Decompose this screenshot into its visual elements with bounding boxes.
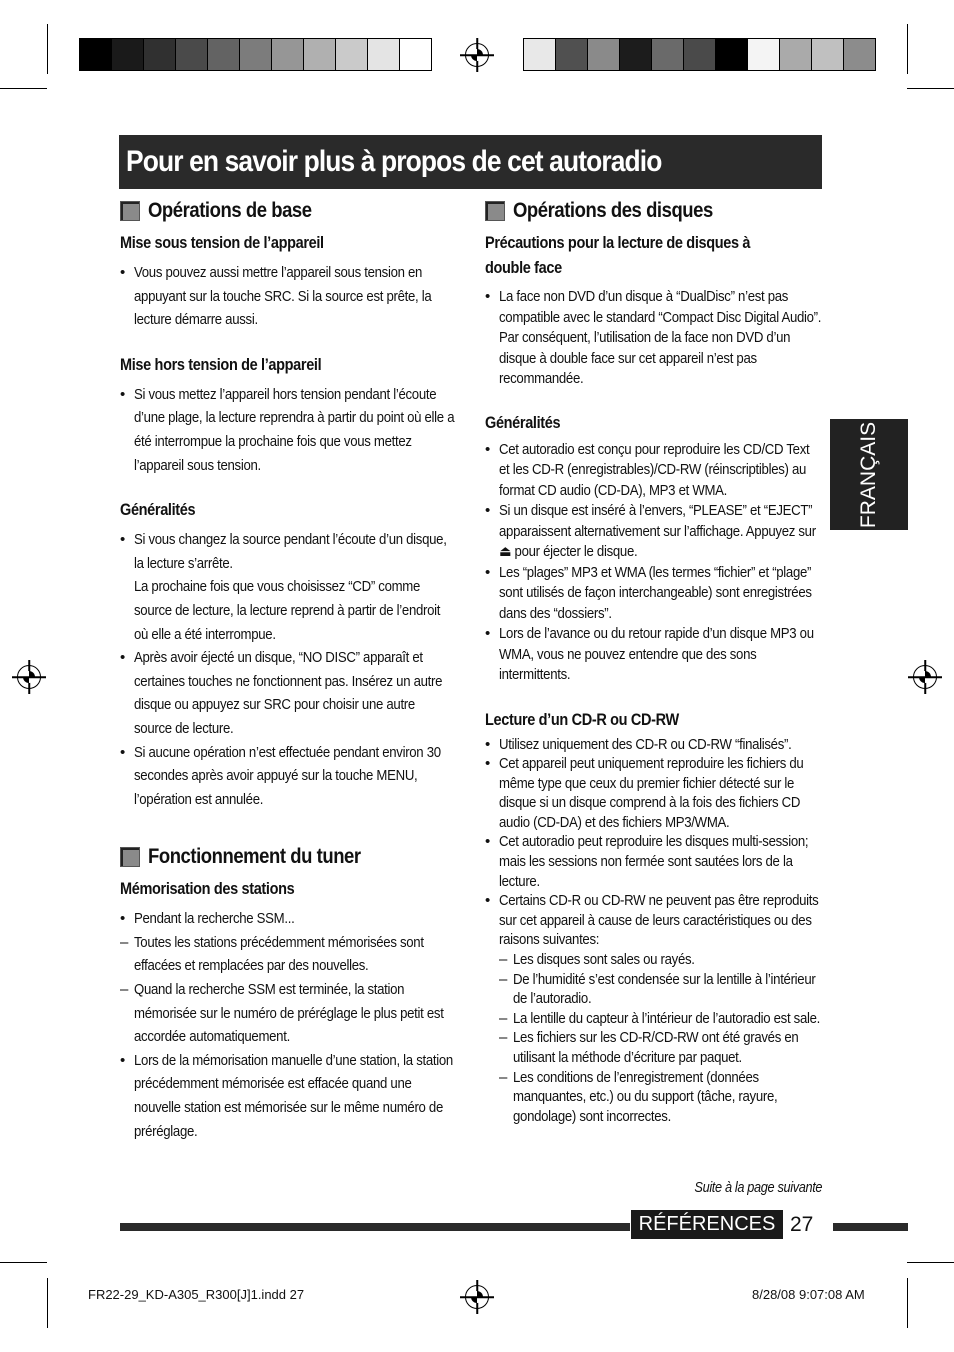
registration-mark-icon — [465, 1285, 489, 1309]
language-tab — [830, 419, 908, 530]
list-item: • Les “plages” MP3 et WMA (les termes “fichier” et “plage” sont utilisés de façon interchangeable) sont enregistrées dans des “dossiers”. — [485, 563, 823, 625]
footer-section-label: RÉFÉRENCES — [631, 1210, 783, 1239]
list-item: • Si vous changez la source pendant l’écoute d’un disque, la lecture s’arrête. La prochaine fois que vous choisissez “CD” comme source de lecture, la lecture reprend à partir de l’endroit où elle a été interrompue. — [120, 528, 455, 646]
right-column — [485, 195, 823, 1126]
dash-list — [499, 950, 823, 1126]
subhead-cdr: Lecture d’un CD-R ou CD-RW — [485, 710, 679, 729]
crop-mark — [47, 24, 48, 74]
bullet-list — [485, 287, 823, 390]
bullet-list — [485, 440, 823, 686]
section-heading-disques: Opérations des disques — [485, 195, 823, 227]
slug-file: FR22-29_KD-A305_R300[J]1.indd 27 — [88, 1287, 305, 1302]
registration-mark-icon — [465, 43, 489, 67]
list-item: • Certains CD-R ou CD-RW ne peuvent pas être reproduits sur cet appareil à cause de leurs caractéristiques ou des raisons suivantes: – Les disques sont sales ou rayés. – De l’humidité s’est condensée sur la lentille à l’intérieur de l’autoradio. – La lentille du capteur à l’intérieur de l’autoradio est sale. – Les fichiers sur les CD-R/CD-RW ont été gravés en utilisant la méthode d’écriture par paquet. – Les conditions de l’enregistrement (données manquantes, etc.) ou du support (tâche, rayure, gondolage) sont incorrectes. — [485, 891, 823, 1126]
dash-list — [120, 931, 455, 1049]
crop-mark — [907, 1278, 908, 1328]
list-item: – La lentille du capteur à l’intérieur de l’autoradio est sale. — [499, 1009, 823, 1029]
crop-mark — [907, 88, 954, 89]
bullet-list — [485, 735, 823, 1127]
list-item: – Toutes les stations précédemment mémorisées sont effacées et remplacées par des nouvelles. — [120, 931, 455, 978]
list-item: • Cet autoradio peut reproduire les disques multi-session; mais les sessions non fermée sont sautées lors de la lecture. — [485, 832, 823, 891]
footer-rule — [833, 1223, 908, 1231]
list-item: • La face non DVD d’un disque à “DualDisc” n’est pas compatible avec le standard “Compact Disc Digital Audio”. Par conséquent, l’utilisation de la face non DVD d’un disque à double face sur cet appareil n’est pas recommandée. — [485, 287, 823, 390]
slug-date: 8/28/08 9:07:08 AM — [752, 1287, 865, 1302]
list-item: • Lors de la mémorisation manuelle d’une station, la station précédemment mémorisée est effacée quand une nouvelle station est mémorisée sur le même numéro de préréglage. — [120, 1049, 455, 1143]
crop-mark — [0, 1262, 47, 1263]
subhead-mise-sous-tension: Mise sous tension de l’appareil — [120, 234, 324, 252]
list-item: • Vous pouvez aussi mettre l’appareil sous tension en appuyant sur la touche SRC. Si la source est prête, la lecture démarre aussi. — [120, 261, 455, 332]
section-heading-operations-base: Opérations de base — [120, 195, 455, 227]
crop-mark — [907, 1262, 954, 1263]
left-column — [120, 195, 455, 1143]
crop-mark — [0, 88, 47, 89]
section-heading-tuner: Fonctionnement du tuner — [120, 841, 455, 873]
list-item: – De l’humidité s’est condensée sur la lentille à l’intérieur de l’autoradio. — [499, 970, 823, 1009]
subhead-generalites-disques: Généralités — [485, 413, 561, 432]
subhead-generalites: Généralités — [120, 501, 196, 520]
continue-note: Suite à la page suivante — [694, 1180, 822, 1196]
bullet-list — [120, 907, 455, 1143]
page-title-bar — [119, 135, 822, 189]
language-tab-label: FRANÇAIS — [857, 421, 880, 528]
bullet-list — [120, 383, 455, 477]
list-item: – Les disques sont sales ou rayés. — [499, 950, 823, 970]
bullet-list — [120, 261, 455, 332]
list-item: – Les fichiers sur les CD-R/CD-RW ont été gravés en utilisant la méthode d’écriture par paquet. — [499, 1028, 823, 1067]
registration-mark-icon — [17, 665, 41, 689]
list-item: • Cet appareil peut uniquement reproduire les fichiers du même type que ceux du premier fichier détecté sur le disque si un disque comprend à la fois des fichiers CD audio (CD-DA) et des fichiers MP3/WMA. — [485, 754, 823, 832]
registration-mark-icon — [913, 665, 937, 689]
list-item: – Les conditions de l’enregistrement (données manquantes, etc.) ou du support (tâche, rayure, gondolage) sont incorrectes. — [499, 1068, 823, 1127]
page-title: Pour en savoir plus à propos de cet autoradio — [126, 145, 662, 178]
subhead-mise-hors-tension: Mise hors tension de l’appareil — [120, 355, 322, 374]
list-item: – Quand la recherche SSM est terminée, la station mémorisée sur le numéro de préréglage le plus petit est accordée automatiquement. — [120, 978, 455, 1049]
page-number: 27 — [790, 1213, 814, 1236]
bullet-list — [120, 528, 455, 811]
section-square-icon — [120, 201, 140, 221]
list-item: • Lors de l’avance ou du retour rapide d’un disque MP3 ou WMA, vous ne pouvez entendre que des sons intermittents. — [485, 624, 823, 686]
list-item: • Si vous mettez l’appareil hors tension pendant l’écoute d’une plage, la lecture reprendra à partir du point où elle a été interrompue la prochaine fois que vous mettez l’appareil sous tension. — [120, 383, 455, 477]
list-item: • Après avoir éjecté un disque, “NO DISC” apparaît et certaines touches ne fonctionnent pas. Insérez un autre disque ou appuyez sur SRC pour choisir une autre source de lecture. — [120, 646, 455, 740]
section-square-icon — [485, 201, 505, 221]
crop-mark — [47, 1278, 48, 1328]
list-item: • Pendant la recherche SSM... – Toutes les stations précédemment mémorisées sont effacées et remplacées par des nouvelles. – Quand la recherche SSM est terminée, la station mémorisée sur le numéro de préréglage le plus petit est accordée automatiquement. — [120, 907, 455, 1049]
list-item: • Utilisez uniquement des CD-R ou CD-RW “finalisés”. — [485, 735, 823, 755]
eject-icon: ⏏ — [499, 543, 512, 560]
subhead-memorisation: Mémorisation des stations — [120, 880, 295, 899]
list-item: • Si aucune opération n’est effectuée pendant environ 30 secondes après avoir appuyé sur la touche MENU, l’opération est annulée. — [120, 741, 455, 812]
list-item: • Cet autoradio est conçu pour reproduire les CD/CD Text et les CD-R (enregistrables)/CD-RW (réinscriptibles) au format CD audio (CD-DA), MP3 et WMA. — [485, 440, 823, 502]
color-swatch-strip-left — [79, 38, 432, 71]
color-swatch-strip-right — [523, 38, 876, 71]
section-square-icon — [120, 847, 140, 867]
footer-rule — [120, 1223, 630, 1231]
crop-mark — [907, 24, 908, 74]
list-item: • Si un disque est inséré à l’envers, “PLEASE” et “EJECT” apparaissent alternativement sur l’affichage. Appuyez sur ⏏ pour éjecter le disque. — [485, 501, 823, 563]
subhead-precautions: Précautions pour la lecture de disques à double face — [485, 234, 751, 277]
